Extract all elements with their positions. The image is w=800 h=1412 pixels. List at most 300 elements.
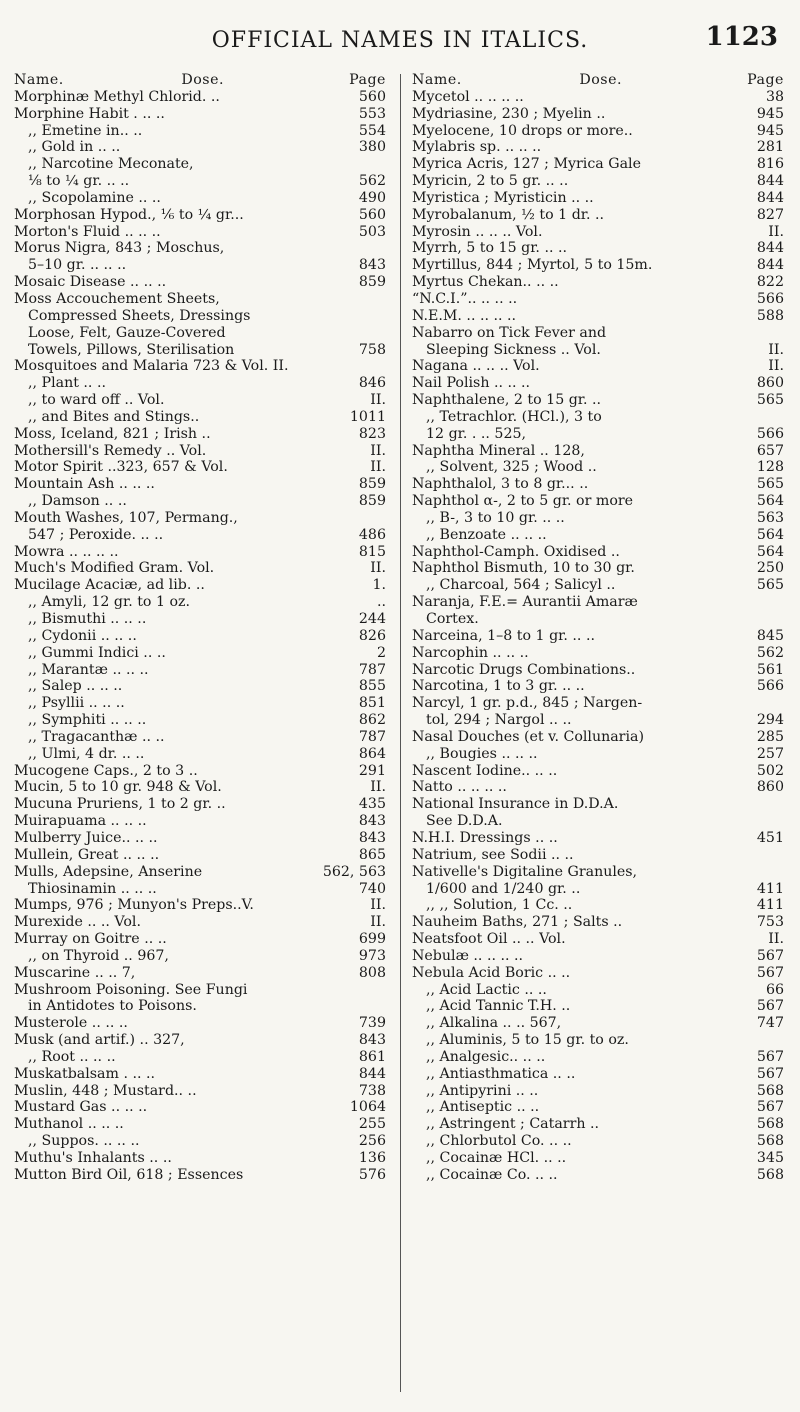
entry-page-ref: 411 bbox=[756, 880, 784, 897]
index-entry bbox=[14, 375, 386, 392]
index-entry bbox=[14, 240, 386, 257]
index-entry bbox=[412, 662, 784, 679]
index-entry bbox=[14, 645, 386, 662]
index-entry bbox=[14, 914, 386, 931]
entry-name: National Insurance in D.D.A. bbox=[412, 796, 619, 813]
entry-page-ref: 562, 563 bbox=[322, 863, 386, 880]
entry-name: Neatsfoot Oil .. .. Vol. bbox=[412, 931, 566, 948]
entry-name: ,, Tetrachlor. (HCl.), 3 to bbox=[426, 408, 602, 425]
entry-page-ref: 250 bbox=[756, 560, 784, 577]
entry-page-ref: 411 bbox=[756, 897, 784, 914]
entry-name: ,, Astringent ; Catarrh .. bbox=[426, 1116, 600, 1133]
index-entry bbox=[14, 291, 386, 308]
index-entry bbox=[14, 695, 386, 712]
index-entry bbox=[14, 1150, 386, 1167]
entry-name: Mumps, 976 ; Munyon's Preps..V. bbox=[14, 897, 254, 914]
index-entry bbox=[412, 1133, 784, 1150]
entry-name: Naphthol Bismuth, 10 to 30 gr. bbox=[412, 560, 635, 577]
index-entry bbox=[14, 763, 386, 780]
index-entry bbox=[14, 89, 386, 106]
entry-name: Nebula Acid Boric .. .. bbox=[412, 964, 571, 981]
entry-page-ref: 502 bbox=[756, 762, 784, 779]
index-entry bbox=[412, 1032, 784, 1049]
entry-page-ref: 435 bbox=[358, 796, 386, 813]
index-entry bbox=[412, 611, 784, 628]
running-title: OFFICIAL NAMES IN ITALICS. bbox=[211, 28, 589, 53]
index-entry bbox=[412, 847, 784, 864]
index-entry bbox=[14, 847, 386, 864]
entry-name: Mowra .. .. .. .. bbox=[14, 543, 119, 560]
index-entry bbox=[14, 274, 386, 291]
entry-page-ref: 1. bbox=[372, 577, 386, 594]
index-entry bbox=[412, 409, 784, 426]
entry-name: ,, Antiasthmatica .. .. bbox=[426, 1065, 576, 1082]
index-entry bbox=[14, 544, 386, 561]
entry-page-ref: 560 bbox=[358, 88, 386, 105]
entry-page-ref: 860 bbox=[756, 779, 784, 796]
entry-page-ref: 843 bbox=[358, 257, 386, 274]
entry-page-ref: 816 bbox=[756, 156, 784, 173]
entry-page-ref: 739 bbox=[358, 1015, 386, 1032]
entry-page-ref: 738 bbox=[358, 1082, 386, 1099]
entry-name: Myrobalanum, ½ to 1 dr. .. bbox=[412, 206, 605, 223]
index-entry bbox=[14, 1167, 386, 1184]
entry-page-ref: 285 bbox=[756, 728, 784, 745]
index-entry bbox=[412, 392, 784, 409]
index-entry bbox=[14, 662, 386, 679]
index-entry bbox=[14, 1083, 386, 1100]
index-entry bbox=[14, 459, 386, 476]
entry-page-ref: 823 bbox=[358, 425, 386, 442]
entry-page-ref: 503 bbox=[358, 223, 386, 240]
entry-name: Mutton Bird Oil, 618 ; Essences bbox=[14, 1166, 244, 1183]
entry-name: Mosquitoes and Malaria 723 & Vol. II. bbox=[14, 358, 289, 375]
entry-name: Naphtha Mineral .. 128, bbox=[412, 442, 585, 459]
entry-name: ,, Acid Tannic T.H. .. bbox=[426, 998, 571, 1015]
entry-name: Mucin, 5 to 10 gr. 948 & Vol. bbox=[14, 779, 222, 796]
entry-page-ref: 861 bbox=[358, 1048, 386, 1065]
entry-name: Nasal Douches (et v. Collunaria) bbox=[412, 728, 644, 745]
column-header-name: Name. bbox=[14, 72, 64, 88]
entry-page-ref: 553 bbox=[358, 105, 386, 122]
index-entry bbox=[14, 864, 386, 881]
entry-name: ,, ,, Solution, 1 Cc. .. bbox=[426, 897, 573, 914]
entry-name: Nauheim Baths, 271 ; Salts .. bbox=[412, 914, 623, 931]
entry-page-ref: 808 bbox=[358, 964, 386, 981]
entry-name: Nail Polish .. .. .. bbox=[412, 375, 531, 392]
entry-name: Musterole .. .. .. bbox=[14, 1015, 128, 1032]
entry-page-ref: 1011 bbox=[349, 408, 386, 425]
entry-name: Moss Accouchement Sheets, bbox=[14, 290, 220, 307]
index-entry bbox=[14, 678, 386, 695]
index-entry bbox=[14, 729, 386, 746]
entry-page-ref: 845 bbox=[756, 627, 784, 644]
index-entry bbox=[412, 982, 784, 999]
entry-page-ref: 740 bbox=[358, 880, 386, 897]
entry-page-ref: 859 bbox=[358, 476, 386, 493]
entry-page-ref: 566 bbox=[756, 678, 784, 695]
index-entry bbox=[412, 779, 784, 796]
entry-name: N.H.I. Dressings .. .. bbox=[412, 829, 558, 846]
index-entry bbox=[14, 560, 386, 577]
column-divider bbox=[400, 74, 401, 1392]
entry-page-ref: 859 bbox=[358, 493, 386, 510]
entry-name: Mulberry Juice.. .. .. bbox=[14, 829, 158, 846]
entry-name: Murray on Goitre .. .. bbox=[14, 931, 167, 948]
index-entry bbox=[412, 325, 784, 342]
index-entry bbox=[412, 813, 784, 830]
index-entry bbox=[14, 982, 386, 999]
entry-page-ref: 257 bbox=[756, 745, 784, 762]
entry-name: Myrtillus, 844 ; Myrtol, 5 to 15m. bbox=[412, 257, 653, 274]
entry-name: See D.D.A. bbox=[426, 813, 503, 830]
entry-page-ref: 699 bbox=[358, 931, 386, 948]
entry-page-ref: 563 bbox=[756, 509, 784, 526]
entry-name: ,, Cocainæ HCl. .. .. bbox=[426, 1150, 567, 1166]
entry-name: Nascent Iodine.. .. .. bbox=[412, 762, 558, 779]
index-entry bbox=[412, 240, 784, 257]
entry-page-ref: 945 bbox=[756, 105, 784, 122]
entry-name: ,, Cydonii .. .. .. bbox=[28, 627, 137, 644]
column-header-name: Name. bbox=[412, 72, 462, 88]
index-entry bbox=[14, 948, 386, 965]
entry-name: 547 ; Peroxide. .. .. bbox=[28, 526, 164, 543]
index-entry bbox=[412, 577, 784, 594]
entry-name: Moss, Iceland, 821 ; Irish .. bbox=[14, 425, 211, 442]
entry-name: Myrosin .. .. .. Vol. bbox=[412, 223, 543, 240]
entry-name: Muskatbalsam . .. .. bbox=[14, 1065, 156, 1082]
entry-page-ref: 2 bbox=[376, 644, 386, 661]
column-header-dose: Dose. bbox=[181, 72, 224, 88]
entry-name: Cortex. bbox=[426, 611, 479, 627]
entry-name: ,, Alkalina .. .. 567, bbox=[426, 1015, 562, 1032]
entry-name: ,, Solvent, 325 ; Wood .. bbox=[426, 459, 597, 476]
index-entry bbox=[412, 746, 784, 763]
entry-page-ref: 588 bbox=[756, 307, 784, 324]
index-entry bbox=[412, 881, 784, 898]
entry-page-ref: 567 bbox=[756, 1099, 784, 1116]
entry-name: Mulls, Adepsine, Anserine bbox=[14, 863, 203, 880]
index-entry bbox=[412, 948, 784, 965]
index-entry bbox=[412, 459, 784, 476]
index-entry bbox=[14, 308, 386, 325]
entry-name: 12 gr. . .. 525, bbox=[426, 425, 527, 442]
index-entry bbox=[14, 156, 386, 173]
index-entry bbox=[412, 375, 784, 392]
index-entry bbox=[14, 611, 386, 628]
entry-name: Compressed Sheets, Dressings bbox=[28, 307, 251, 324]
entry-page-ref: 844 bbox=[756, 189, 784, 206]
entry-page-ref: 567 bbox=[756, 1048, 784, 1065]
index-entry bbox=[412, 510, 784, 527]
index-entry bbox=[412, 560, 784, 577]
entry-name: Narcyl, 1 gr. p.d., 845 ; Nargen- bbox=[412, 695, 643, 712]
index-entry bbox=[412, 207, 784, 224]
index-entry bbox=[412, 678, 784, 695]
entry-page-ref: 862 bbox=[358, 712, 386, 729]
index-entry bbox=[14, 476, 386, 493]
entry-page-ref: 244 bbox=[358, 611, 386, 627]
entry-name: Mucogene Caps., 2 to 3 .. bbox=[14, 762, 198, 779]
entry-page-ref: 846 bbox=[358, 375, 386, 392]
entry-page-ref: 787 bbox=[358, 728, 386, 745]
index-entry bbox=[412, 1099, 784, 1116]
index-entry bbox=[14, 577, 386, 594]
index-entry bbox=[412, 931, 784, 948]
entry-page-ref: 827 bbox=[756, 206, 784, 223]
index-entry bbox=[412, 291, 784, 308]
entry-page-ref: 255 bbox=[358, 1116, 386, 1133]
index-entry bbox=[14, 1099, 386, 1116]
entry-page-ref: 844 bbox=[358, 1065, 386, 1082]
entry-name: Mydriasine, 230 ; Myelin .. bbox=[412, 105, 606, 122]
index-entry bbox=[412, 695, 784, 712]
entry-name: 5–10 gr. .. .. .. bbox=[28, 257, 127, 274]
entry-page-ref: 1064 bbox=[349, 1099, 386, 1116]
entry-name: Narcotina, 1 to 3 gr. .. .. bbox=[412, 678, 585, 695]
index-entry bbox=[412, 190, 784, 207]
index-entry bbox=[14, 392, 386, 409]
entry-name: ,, Ulmi, 4 dr. .. .. bbox=[28, 745, 145, 762]
index-entry bbox=[14, 224, 386, 241]
entry-name: Nativelle's Digitaline Granules, bbox=[412, 863, 638, 880]
column-header-page: Page bbox=[349, 72, 386, 88]
entry-name: Muslin, 448 ; Mustard.. .. bbox=[14, 1082, 197, 1099]
entry-name: Nebulæ .. .. .. .. bbox=[412, 947, 524, 964]
entry-name: ⅛ to ¼ gr. .. .. bbox=[28, 173, 130, 190]
entry-page-ref: 568 bbox=[756, 1116, 784, 1133]
entry-page-ref: 844 bbox=[756, 240, 784, 257]
entry-name: ,, Gold in .. .. bbox=[28, 139, 121, 156]
index-entry bbox=[14, 106, 386, 123]
entry-name: ,, Antipyrini .. .. bbox=[426, 1082, 539, 1099]
entry-page-ref: 291 bbox=[358, 762, 386, 779]
index-entry bbox=[412, 358, 784, 375]
entry-name: ,, Charcoal, 564 ; Salicyl .. bbox=[426, 577, 616, 594]
index-entry bbox=[14, 830, 386, 847]
entry-page-ref: II. bbox=[370, 459, 386, 476]
index-entry bbox=[412, 628, 784, 645]
index-entry bbox=[412, 342, 784, 359]
entry-name: Murexide .. .. Vol. bbox=[14, 914, 141, 931]
index-entries-left bbox=[14, 89, 386, 1184]
entry-name: ,, Damson .. .. bbox=[28, 493, 127, 510]
entry-page-ref: 753 bbox=[756, 914, 784, 931]
entry-name: ,, Analgesic.. .. .. bbox=[426, 1048, 546, 1065]
entry-page-ref: 973 bbox=[358, 947, 386, 964]
entry-page-ref: 561 bbox=[756, 661, 784, 678]
entry-page-ref: 565 bbox=[756, 392, 784, 409]
entry-page-ref: II. bbox=[768, 358, 784, 375]
entry-name: Natrium, see Sodii .. .. bbox=[412, 846, 574, 863]
index-entry bbox=[412, 796, 784, 813]
entry-name: Mycetol .. .. .. .. bbox=[412, 88, 524, 105]
index-entry bbox=[14, 409, 386, 426]
entry-name: Narcotic Drugs Combinations.. bbox=[412, 661, 636, 678]
entry-page-ref: 564 bbox=[756, 526, 784, 543]
index-entry bbox=[412, 1150, 784, 1167]
index-entry bbox=[14, 965, 386, 982]
index-entry bbox=[14, 493, 386, 510]
index-entry bbox=[412, 763, 784, 780]
index-entry bbox=[14, 342, 386, 359]
index-entry bbox=[14, 190, 386, 207]
entry-page-ref: 843 bbox=[358, 813, 386, 830]
entry-page-ref: 490 bbox=[358, 189, 386, 206]
entry-name: ,, Bismuthi .. .. .. bbox=[28, 611, 147, 627]
index-entry bbox=[14, 796, 386, 813]
entry-name: ,, Marantæ .. .. .. bbox=[28, 661, 149, 678]
entry-page-ref: 567 bbox=[756, 1065, 784, 1082]
index-entry bbox=[412, 257, 784, 274]
index-entry bbox=[412, 729, 784, 746]
entry-page-ref: 576 bbox=[358, 1166, 386, 1183]
entry-name: tol, 294 ; Nargol .. .. bbox=[426, 712, 572, 729]
index-entry bbox=[14, 325, 386, 342]
entry-page-ref: 566 bbox=[756, 290, 784, 307]
page-header bbox=[0, 22, 800, 62]
entry-page-ref: 567 bbox=[756, 964, 784, 981]
index-entry bbox=[14, 123, 386, 140]
entry-name: ,, Chlorbutol Co. .. .. bbox=[426, 1133, 572, 1150]
index-entry bbox=[14, 594, 386, 611]
index-entry bbox=[14, 527, 386, 544]
entry-name: Muscarine .. .. 7, bbox=[14, 964, 136, 981]
entry-name: Myelocene, 10 drops or more.. bbox=[412, 122, 633, 139]
entry-page-ref: II. bbox=[370, 914, 386, 931]
entry-name: ,, Scopolamine .. .. bbox=[28, 189, 161, 206]
index-entry bbox=[14, 257, 386, 274]
entry-page-ref: 567 bbox=[756, 947, 784, 964]
index-entry bbox=[412, 914, 784, 931]
entry-name: Mosaic Disease .. .. .. bbox=[14, 274, 167, 291]
entry-page-ref: 568 bbox=[756, 1082, 784, 1099]
entry-name: ,, to ward off .. Vol. bbox=[28, 392, 165, 409]
entry-page-ref: 451 bbox=[756, 829, 784, 846]
entry-name: ,, Amyli, 12 gr. to 1 oz. bbox=[28, 594, 191, 611]
entry-page-ref: II. bbox=[768, 341, 784, 358]
entry-name: ,, Emetine in.. .. bbox=[28, 122, 143, 139]
entry-page-ref: II. bbox=[768, 931, 784, 948]
index-entry bbox=[14, 746, 386, 763]
index-entry bbox=[412, 712, 784, 729]
entry-page-ref: 822 bbox=[756, 274, 784, 291]
entry-page-ref: 657 bbox=[756, 442, 784, 459]
index-entry bbox=[412, 123, 784, 140]
entry-page-ref: 758 bbox=[358, 341, 386, 358]
entry-name: ,, Gummi Indici .. .. bbox=[28, 644, 166, 661]
entry-name: ,, Narcotine Meconate, bbox=[28, 156, 194, 173]
entry-name: ,, Salep .. .. .. bbox=[28, 678, 123, 695]
entry-page-ref: 747 bbox=[756, 1015, 784, 1032]
index-entries-right bbox=[412, 89, 784, 1184]
entry-name: “N.C.I.”.. .. .. .. bbox=[412, 290, 518, 307]
index-column-left bbox=[14, 72, 386, 1184]
index-entry bbox=[14, 881, 386, 898]
entry-page-ref: II. bbox=[370, 779, 386, 796]
entry-page-ref: 136 bbox=[358, 1150, 386, 1166]
index-entry bbox=[412, 274, 784, 291]
index-entry bbox=[14, 628, 386, 645]
entry-page-ref: 281 bbox=[756, 139, 784, 156]
entry-name: Thiosinamin .. .. .. bbox=[28, 880, 157, 897]
entry-name: Mushroom Poisoning. See Fungi bbox=[14, 981, 248, 998]
entry-name: Muthanol .. .. .. bbox=[14, 1116, 124, 1133]
entry-name: Naphthalol, 3 to 8 gr... .. bbox=[412, 476, 589, 493]
entry-page-ref: II. bbox=[370, 442, 386, 459]
entry-page-ref: 851 bbox=[358, 695, 386, 712]
entry-name: Myrrh, 5 to 15 gr. .. .. bbox=[412, 240, 567, 257]
index-entry bbox=[14, 173, 386, 190]
index-entry bbox=[412, 89, 784, 106]
column-header bbox=[412, 72, 784, 89]
entry-name: ,, Bougies .. .. .. bbox=[426, 745, 538, 762]
index-entry bbox=[412, 476, 784, 493]
index-entry bbox=[14, 443, 386, 460]
index-column-right bbox=[412, 72, 784, 1184]
entry-name: Nagana .. .. .. Vol. bbox=[412, 358, 540, 375]
entry-name: Mucilage Acaciæ, ad lib. .. bbox=[14, 577, 205, 594]
entry-page-ref: 844 bbox=[756, 257, 784, 274]
entry-name: ,, Acid Lactic .. .. bbox=[426, 981, 547, 998]
entry-page-ref: II. bbox=[370, 897, 386, 914]
entry-name: ,, Aluminis, 5 to 15 gr. to oz. bbox=[426, 1032, 629, 1049]
entry-name: ,, Psyllii .. .. .. bbox=[28, 695, 125, 712]
entry-name: ,, Root .. .. .. bbox=[28, 1048, 116, 1065]
index-entry bbox=[14, 813, 386, 830]
entry-page-ref: 66 bbox=[765, 981, 784, 998]
index-entry bbox=[412, 426, 784, 443]
entry-name: ,, Suppos. .. .. .. bbox=[28, 1133, 140, 1150]
entry-page-ref: 565 bbox=[756, 577, 784, 594]
entry-name: Loose, Felt, Gauze-Covered bbox=[28, 324, 226, 341]
entry-name: Much's Modified Gram. Vol. bbox=[14, 560, 215, 577]
index-entry bbox=[412, 173, 784, 190]
entry-page-ref: 826 bbox=[358, 627, 386, 644]
index-entry bbox=[14, 998, 386, 1015]
index-entry bbox=[412, 594, 784, 611]
entry-name: Morphine Habit . .. .. bbox=[14, 105, 165, 122]
index-entry bbox=[14, 779, 386, 796]
entry-page-ref: 945 bbox=[756, 122, 784, 139]
index-entry bbox=[412, 527, 784, 544]
entry-name: ,, Plant .. .. bbox=[28, 375, 106, 392]
entry-name: Mothersill's Remedy .. Vol. bbox=[14, 442, 207, 459]
entry-name: Naphthol-Camph. Oxidised .. bbox=[412, 543, 620, 560]
index-entry bbox=[412, 224, 784, 241]
entry-page-ref: 486 bbox=[358, 526, 386, 543]
entry-name: Myrica Acris, 127 ; Myrica Gale bbox=[412, 156, 641, 173]
index-entry bbox=[412, 864, 784, 881]
index-entry bbox=[412, 897, 784, 914]
index-entry bbox=[14, 897, 386, 914]
entry-name: Sleeping Sickness .. Vol. bbox=[426, 341, 601, 358]
entry-page-ref: 859 bbox=[358, 274, 386, 291]
entry-name: Towels, Pillows, Sterilisation bbox=[28, 341, 235, 358]
entry-name: Narceina, 1–8 to 1 gr. .. .. bbox=[412, 627, 595, 644]
entry-page-ref: 562 bbox=[358, 173, 386, 190]
entry-name: Myrtus Chekan.. .. .. bbox=[412, 274, 559, 291]
entry-page-ref: 256 bbox=[358, 1133, 386, 1150]
entry-page-ref: 568 bbox=[756, 1133, 784, 1150]
entry-page-ref: 865 bbox=[358, 846, 386, 863]
entry-page-ref: 562 bbox=[756, 644, 784, 661]
index-entry bbox=[14, 712, 386, 729]
entry-page-ref: 380 bbox=[358, 139, 386, 156]
entry-name: Morphinæ Methyl Chlorid. .. bbox=[14, 88, 220, 105]
index-entry bbox=[412, 965, 784, 982]
entry-page-ref: 128 bbox=[756, 459, 784, 476]
